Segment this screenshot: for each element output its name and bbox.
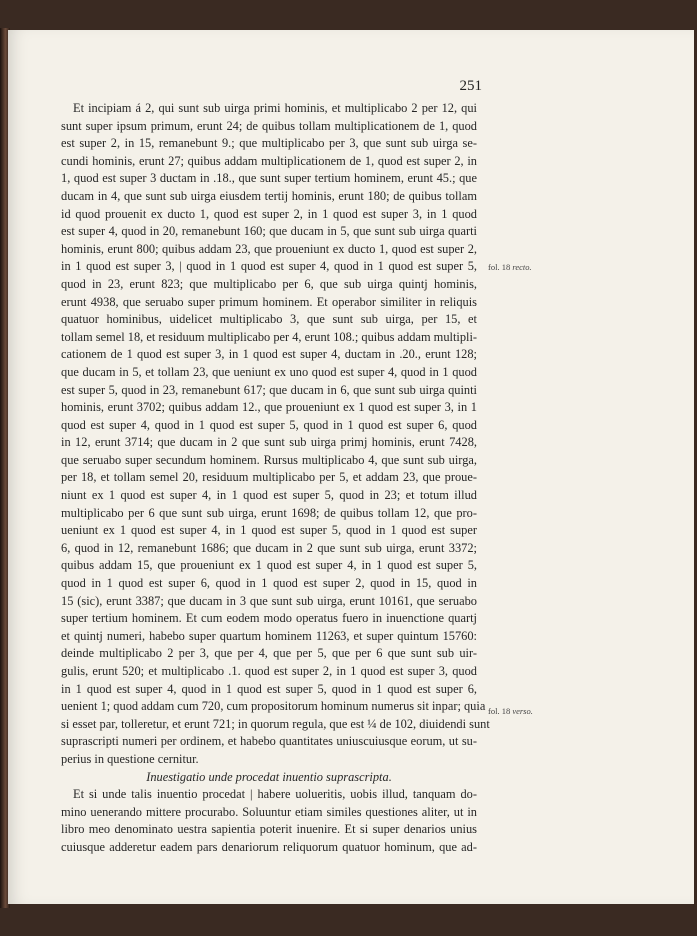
margin-note-prefix: fol. 18 <box>488 262 513 272</box>
body-text <box>61 100 490 857</box>
text-line: mino uenerando mittere procurabo. Soluuntur etiam similes questiones aliter, ut in <box>61 804 477 819</box>
text-line: si esset par, tolleretur, et erunt 721; in quorum regula, que est ¼ de 102, diuidendi sunt <box>61 716 490 731</box>
text-line: erunt 4938, que seruabo super primum hominem. Et operabor similiter in reliquis <box>61 294 477 309</box>
text-line: 15 (sic), erunt 3387; que ducam in 3 que sunt sub uirga, erunt 10161, que seruabo <box>61 593 477 608</box>
text-line: est super 4, quod in 20, remanebunt 160; que ducam in 5, que sunt sub uirga quarti <box>61 224 477 239</box>
text-line: per 18, et tollam semel 20, residuum multiplicabo per 5, et addam 23, que proue- <box>61 470 477 485</box>
text-line: est super 5, quod in 23, remanebunt 617; que ducam in 6, que sunt sub uirga quinti <box>61 382 477 397</box>
margin-note-fol-18-verso <box>488 706 533 716</box>
margin-note-prefix: fol. 18 <box>488 706 513 716</box>
text-line: deinde multiplicabo 2 per 3, que per 4, que per 5, que per 6 que sunt sub uir- <box>61 646 477 661</box>
margin-note-suffix: recto. <box>512 262 532 272</box>
text-line: et quintj numeri, habebo super quartum hominem 11263, et super quintum 15760: <box>61 628 477 643</box>
text-line: multiplicabo per 6 que sunt sub uirga, erunt 1698; de quibus tollam 12, que pro- <box>61 505 477 520</box>
text-line: cuiusque adderetur eadem pars denariorum reliquorum quatuor hominum, que ad- <box>61 839 477 854</box>
text-line: que seruabo super secundum hominem. Rursus multiplicabo 4, que sunt sub uirga, <box>61 452 477 467</box>
text-line: in 1 quod est super 3, | quod in 1 quod est super 4, quod in 1 quod est super 5, <box>61 259 477 274</box>
text-line: quod est super 4, quod in 1 quod est super 5, quod in 1 quod est super 6, quod <box>61 417 477 432</box>
text-line: Et si unde talis inuentio procedat | habere uolueritis, uobis illud, tanquam do- <box>73 787 477 802</box>
page-number: 251 <box>459 78 482 94</box>
text-line: est super 2, in 15, remanebunt 9.; que multiplicabo per 3, que sunt sub uirga se- <box>61 136 477 151</box>
text-line: cundi hominis, erunt 27; quibus addam multiplicationem de 1, quod est super 2, in <box>61 153 477 168</box>
text-line: libro meo denominato uestra sapientia poterit inuenire. Et si super denarios unius <box>61 822 477 837</box>
text-line: cationem de 1 quod est super 3, in 1 quod est super 4, ductam in .20., erunt 128; <box>61 347 477 362</box>
text-line: ducam in 4, que sunt sub uirga eiusdem tertij hominis, erunt 180; de quibus tollam <box>61 188 477 203</box>
text-line: perius in questione cernitur. <box>61 751 199 766</box>
text-line: 6, quod in 12, remanebunt 1686; que ducam in 2 que sunt sub uirga, erunt 3372; <box>61 540 477 555</box>
text-line: quod in 1 quod est super 6, quod in 1 quod est super 2, quod in 15, quod in <box>61 576 477 591</box>
text-line: quatuor hominibus, uidelicet multiplicabo 3, que sunt sub uirga, per 15, et <box>61 312 477 327</box>
section-heading: Inuestigatio unde procedat inuentio suprascripta. <box>146 769 392 784</box>
text-line: niunt ex 1 quod est super 4, in 1 quod est super 5, quod in 23; et totum illud <box>61 488 477 503</box>
text-line: gulis, erunt 520; et multiplicabo .1. quod est super 2, in 1 quod est super 3, quod <box>61 664 477 678</box>
text-line: hominis, erunt 800; quibus addam 23, que proueniunt ex ducto 1, quod est super 2, <box>61 241 477 256</box>
margin-note-suffix: verso. <box>512 706 533 716</box>
text-line: ueniunt ex 1 quod est super 4, in 1 quod est super 5, quod in 1 quod est super <box>61 523 477 538</box>
text-line: in 1 quod est super 4, quod in 1 quod est super 5, quod in 1 quod est super 6, <box>61 681 477 696</box>
margin-note-fol-18-recto <box>488 262 532 272</box>
text-line: 1, quod est super 3 ductam in .18., que sunt super tertium hominem, erunt 45.; que <box>61 171 477 186</box>
text-line: tollam semel 18, et residuum multiplicabo per 4, erunt 108.; quibus addam multipli- <box>61 329 478 344</box>
text-line: que ducam in 5, et tollam 23, que ueniunt ex uno quod est super 4, quod in 1 quod <box>61 364 477 379</box>
text-line: suprascripti numeri per ordinem, et habebo quantitates uniuscuiusque eorum, ut su- <box>61 734 477 749</box>
text-line: id quod prouenit ex ducto 1, quod est super 2, in 1 quod est super 3, in 1 quod <box>61 206 477 221</box>
text-line: super tertium hominem. Et cum eodem modo operatus fuero in inuenctione quartj <box>61 611 477 626</box>
text-line: hominis, erunt 3702; quibus addam 12., que proueniunt ex 1 quod est super 3, in 1 <box>61 400 477 415</box>
text-line: uenient 1; quod addam cum 720, cum propositorum hominum numerus sit inpar; quia <box>61 699 486 714</box>
text-line: in 12, erunt 3714; que ducam in 2 que sunt sub uirga primj hominis, erunt 7428, <box>61 435 477 450</box>
text-line: sunt super ipsum primum, erunt 24; de quibus tollam multiplicationem de 1, quod <box>61 118 477 133</box>
text-line: quod in 23, erunt 823; que multiplicabo per 6, que sub uirga quintj hominis, <box>61 276 477 291</box>
text-line: Et incipiam á 2, qui sunt sub uirga primi hominis, et multiplicabo 2 per 12, qui <box>73 101 477 115</box>
text-line: quibus addam 15, que proueniunt ex 1 quod est super 4, in 1 quod est super 5, <box>61 558 477 573</box>
